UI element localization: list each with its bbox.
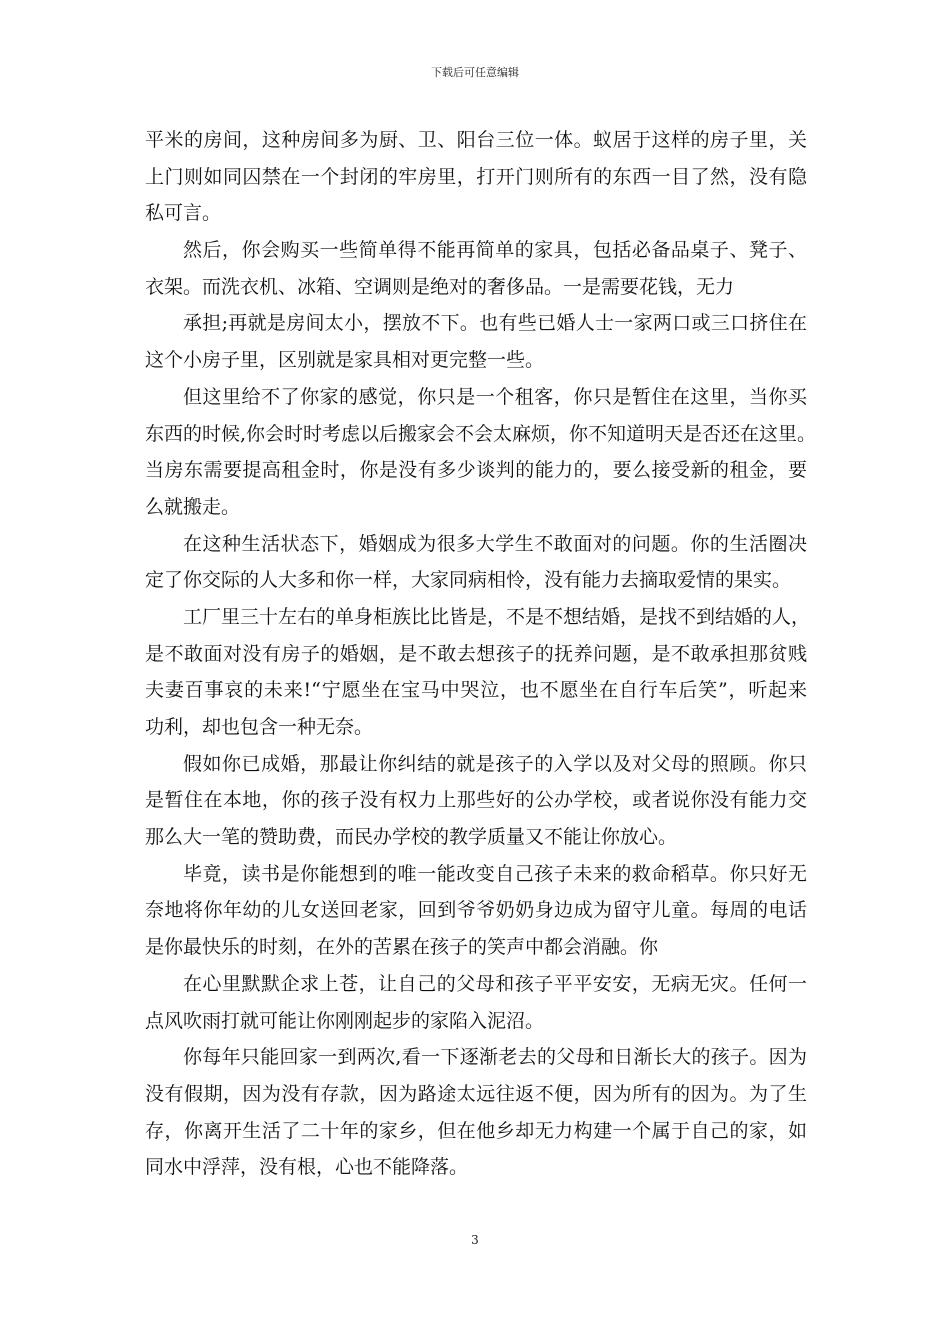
text-line: 假如你已成婚，那最让你纠结的就是孩子的入学以及对父母的照顾。你只 xyxy=(183,752,807,775)
text-line: 承担;再就是房间太小，摆放不下。也有些已婚人士一家两口或三口挤住在 xyxy=(183,312,807,335)
text-line: 没有假期，因为没有存款，因为路途太远往返不便，因为所有的因为。为了生 xyxy=(145,1082,807,1105)
text-line: 工厂里三十左右的单身柜族比比皆是，不是不想结婚，是找不到结婚的人， xyxy=(183,605,811,628)
text-line: 东西的时候,你会时时考虑以后搬家会不会太麻烦，你不知道明天是否还在这里。 xyxy=(145,422,817,445)
text-line: 么就搬走。 xyxy=(145,495,241,518)
text-line: 衣架。而洗衣机、冰箱、空调则是绝对的奢侈品。一是需要花钱，无力 xyxy=(145,275,735,298)
text-line: 你每年只能回家一到两次,看一下逐渐老去的父母和日渐长大的孩子。因为 xyxy=(183,1046,807,1069)
text-line: 点风吹雨打就可能让你刚刚起步的家陷入泥沼。 xyxy=(145,1009,545,1032)
text-line: 定了你交际的人大多和你一样，大家同病相怜，没有能力去摘取爱情的果实。 xyxy=(145,569,792,592)
page-header: 下载后可任意编辑 xyxy=(431,66,519,79)
text-line: 奈地将你年幼的儿女送回老家，回到爷爷奶奶身边成为留守儿童。每周的电话 xyxy=(145,899,807,922)
text-line: 这个小房子里，区别就是家具相对更完整一些。 xyxy=(145,349,545,372)
text-line: 当房东需要提高租金时，你是没有多少谈判的能力的，要么接受新的租金，要 xyxy=(145,459,807,482)
text-line: 是不敢面对没有房子的婚姻，是不敢去想孩子的抚养问题，是不敢承担那贫贱 xyxy=(145,642,807,665)
text-line: 是你最快乐的时刻，在外的苦累在孩子的笑声中都会消融。你 xyxy=(145,936,659,959)
text-line: 平米的房间，这种房间多为厨、卫、阳台三位一体。蚁居于这样的房子里，关 xyxy=(145,129,807,151)
page-number: 3 xyxy=(471,1233,479,1247)
text-line: 但这里给不了你家的感觉，你只是一个租客，你只是暂住在这里，当你买 xyxy=(183,385,807,408)
text-line: 在这种生活状态下，婚姻成为很多大学生不敢面对的问题。你的生活圈决 xyxy=(183,532,807,555)
text-line: 那么大一笔的赞助费，而民办学校的教学质量又不能让你放心。 xyxy=(145,826,678,849)
text-line: 存，你离开生活了二十年的家乡，但在他乡却无力构建一个属于自己的家，如 xyxy=(145,1119,807,1142)
text-line: 夫妻百事哀的未来!“宁愿坐在宝马中哭泣，也不愿坐在自行车后笑”，听起来 xyxy=(145,679,807,702)
text-line: 同水中浮萍，没有根，心也不能降落。 xyxy=(145,1156,469,1179)
text-line: 上门则如同囚禁在一个封闭的牢房里，打开门则所有的东西一目了然，没有隐 xyxy=(145,165,807,188)
text-line: 毕竟，读书是你能想到的唯一能改变自己孩子未来的救命稻草。你只好无 xyxy=(183,862,807,885)
text-line: 私可言。 xyxy=(145,202,222,225)
text-line: 是暂住在本地，你的孩子没有权力上那些好的公办学校，或者说你没有能力交 xyxy=(145,789,807,812)
text-line: 然后，你会购买一些简单得不能再简单的家具，包括必备品桌子、凳子、 xyxy=(183,239,807,262)
text-line: 在心里默默企求上苍，让自己的父母和孩子平平安安，无病无灾。任何一 xyxy=(183,972,807,995)
document-body xyxy=(145,122,817,1186)
text-line: 功利，却也包含一种无奈。 xyxy=(145,716,374,738)
